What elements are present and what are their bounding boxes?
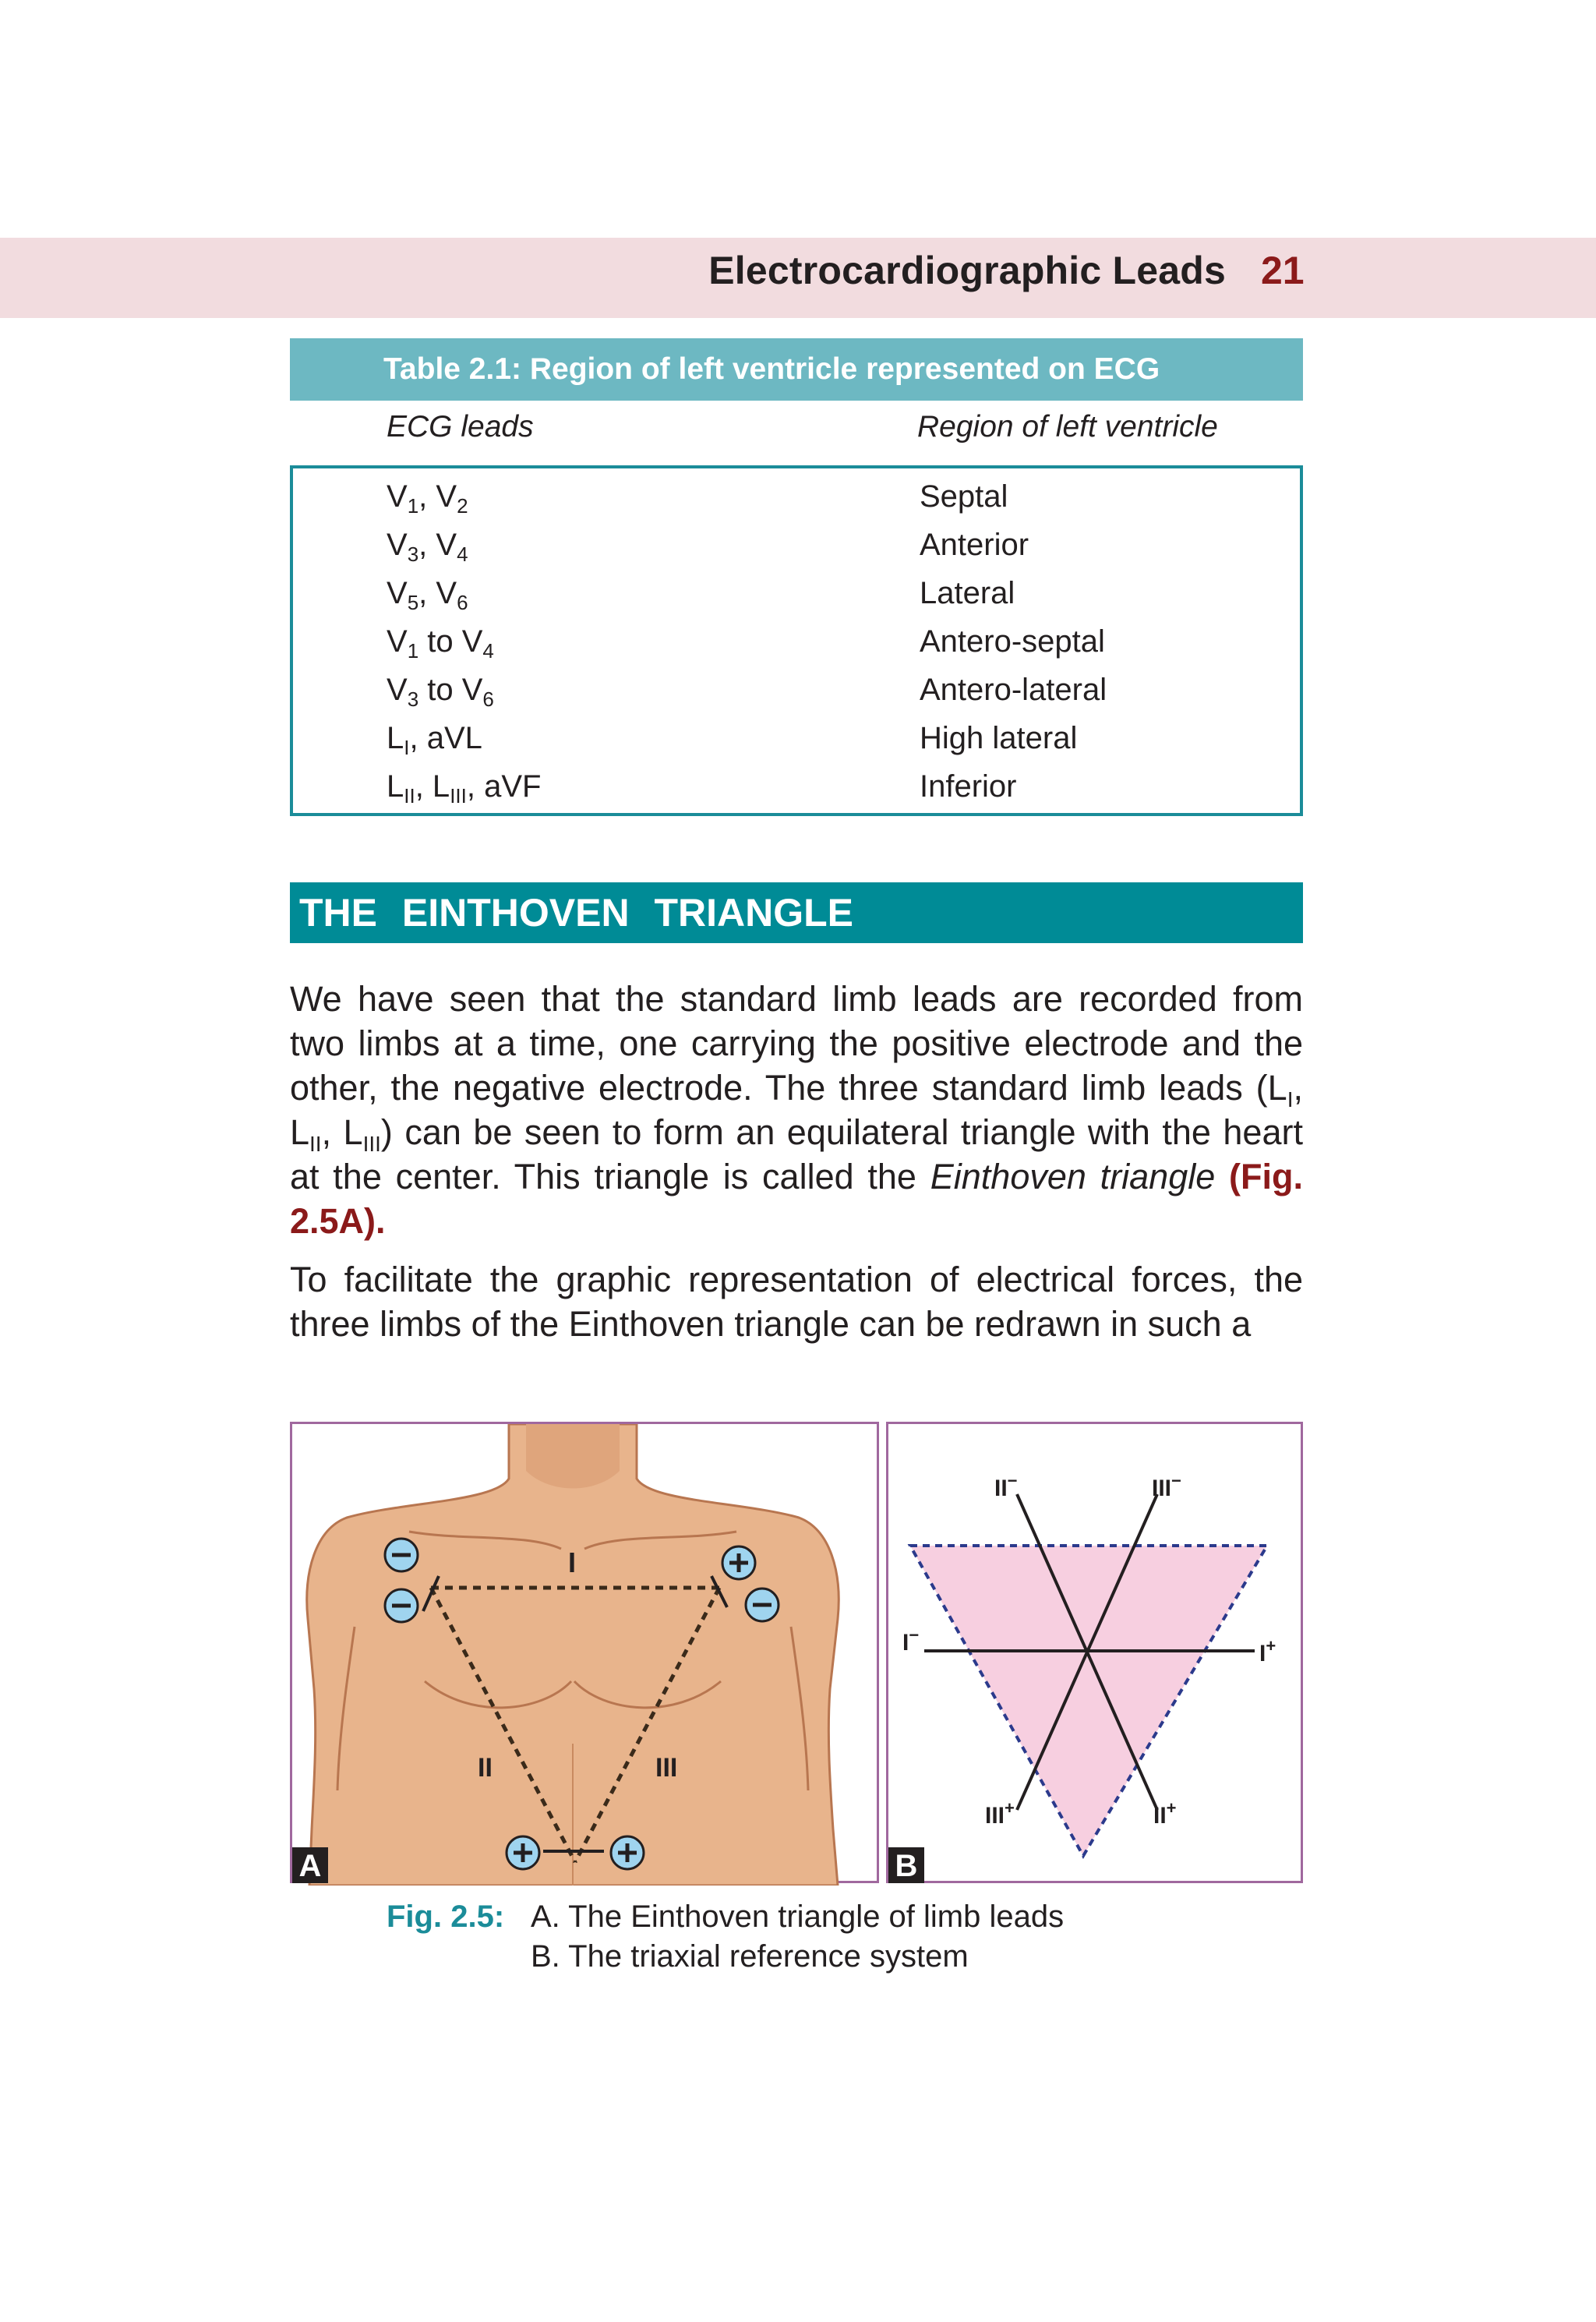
lead-ii-label: II (478, 1753, 493, 1783)
table-cell-lead: $V_3$, $V_4$ (387, 528, 468, 566)
table-row (293, 666, 1300, 715)
table-cell-lead: $L_{II}$, $L_{III}$, aVF (387, 769, 542, 808)
table-cell-lead: $V_1$, $V_2$ (387, 479, 468, 518)
body-paragraph-2: To facilitate the graphic representation of electrical forces, the three limbs of the Einthoven triangle can be redrawn in such a (290, 1260, 1303, 1344)
table-row (293, 473, 1300, 521)
table-cell-lead: $V_3$ to $V_6$ (387, 673, 494, 711)
axis-i-negative-label: I− (902, 1625, 920, 1656)
table-row (293, 570, 1300, 618)
table-cell-region: Anterior (920, 528, 1029, 562)
figure-caption-b: B. The triaxial reference system (531, 1939, 969, 1974)
term-einthoven-triangle: Einthoven triangle (930, 1157, 1216, 1196)
axis-iii-negative-label: III− (1152, 1471, 1181, 1501)
table-cell-lead: $L_I$, aVL (387, 721, 482, 759)
axis-ii-negative-label: II− (994, 1471, 1018, 1501)
table-cell-region: Antero-lateral (920, 673, 1107, 707)
positive-electrode-icon (722, 1546, 755, 1579)
figure-caption-a: A. The Einthoven triangle of limb leads (531, 1900, 1065, 1934)
table-cell-lead: $V_1$ to $V_4$ (387, 624, 494, 663)
table-cell-lead: $V_5$, $V_6$ (387, 576, 468, 614)
section-heading: THE EINTHOVEN TRIANGLE (290, 882, 1303, 943)
axis-i-positive-label: I+ (1259, 1636, 1276, 1666)
table-col-leads: ECG leads (387, 410, 534, 444)
axis-iii-positive-label: III+ (985, 1798, 1015, 1829)
table-row (293, 763, 1300, 811)
torso-illustration (292, 1424, 881, 1886)
lead-iii-label: III (655, 1753, 678, 1783)
figure-reference-link[interactable]: (Fig. 2.5A). (290, 1157, 1304, 1241)
table-row (293, 618, 1300, 666)
table-cell-region: Lateral (920, 576, 1015, 610)
table-cell-region: Antero-septal (920, 624, 1105, 659)
axis-ii-positive-label: II+ (1153, 1798, 1177, 1829)
para1-text-a: We have seen that the standard limb leads are recorded from two limbs at a time, one carrying the positive electrode and the other, the negative electrode. The three standard limb leads (L (290, 979, 1303, 1108)
figure-caption-label: Fig. 2.5: (387, 1900, 505, 1934)
para1-text-b: can be seen to form an equilateral triangle with the heart at the center. This triangle is called the (290, 1112, 1303, 1196)
negative-electrode-icon (746, 1589, 779, 1621)
lead-i-label: I (568, 1546, 577, 1578)
panel-b-label: B (888, 1847, 924, 1883)
negative-electrode-icon (385, 1589, 418, 1622)
table-title: Table 2.1: Region of left ventricle represented on ECG (290, 338, 1303, 401)
table-cell-region: Inferior (920, 769, 1017, 804)
table-row (293, 715, 1300, 763)
triaxial-diagram (888, 1424, 1305, 1886)
table-body (290, 465, 1303, 816)
figure-panel-b (886, 1422, 1303, 1883)
panel-a-label: A (292, 1847, 328, 1883)
positive-electrode-icon (611, 1836, 644, 1869)
table-col-region: Region of left ventricle (917, 410, 1218, 444)
table-cell-region: Septal (920, 479, 1008, 514)
figure-panel-a (290, 1422, 879, 1883)
table-row (293, 521, 1300, 570)
body-paragraph-1: We have seen that the standard limb leads are recorded from two limbs at a time, one carrying the positive electrode and the other, the negative electrode. The three standard limb leads ($L_I$, $L_{II}$, $L_{III}$) can be seen to form an equilateral triangle with the heart at the center. This triangle is called the Einthoven triangle (Fig. 2.5A). (290, 979, 1304, 1241)
positive-electrode-icon (507, 1836, 539, 1869)
table-cell-region: High lateral (920, 721, 1078, 755)
negative-electrode-icon (385, 1539, 418, 1571)
running-header-title: Electrocardiographic Leads (708, 249, 1226, 292)
page-number: 21 (1261, 249, 1305, 292)
